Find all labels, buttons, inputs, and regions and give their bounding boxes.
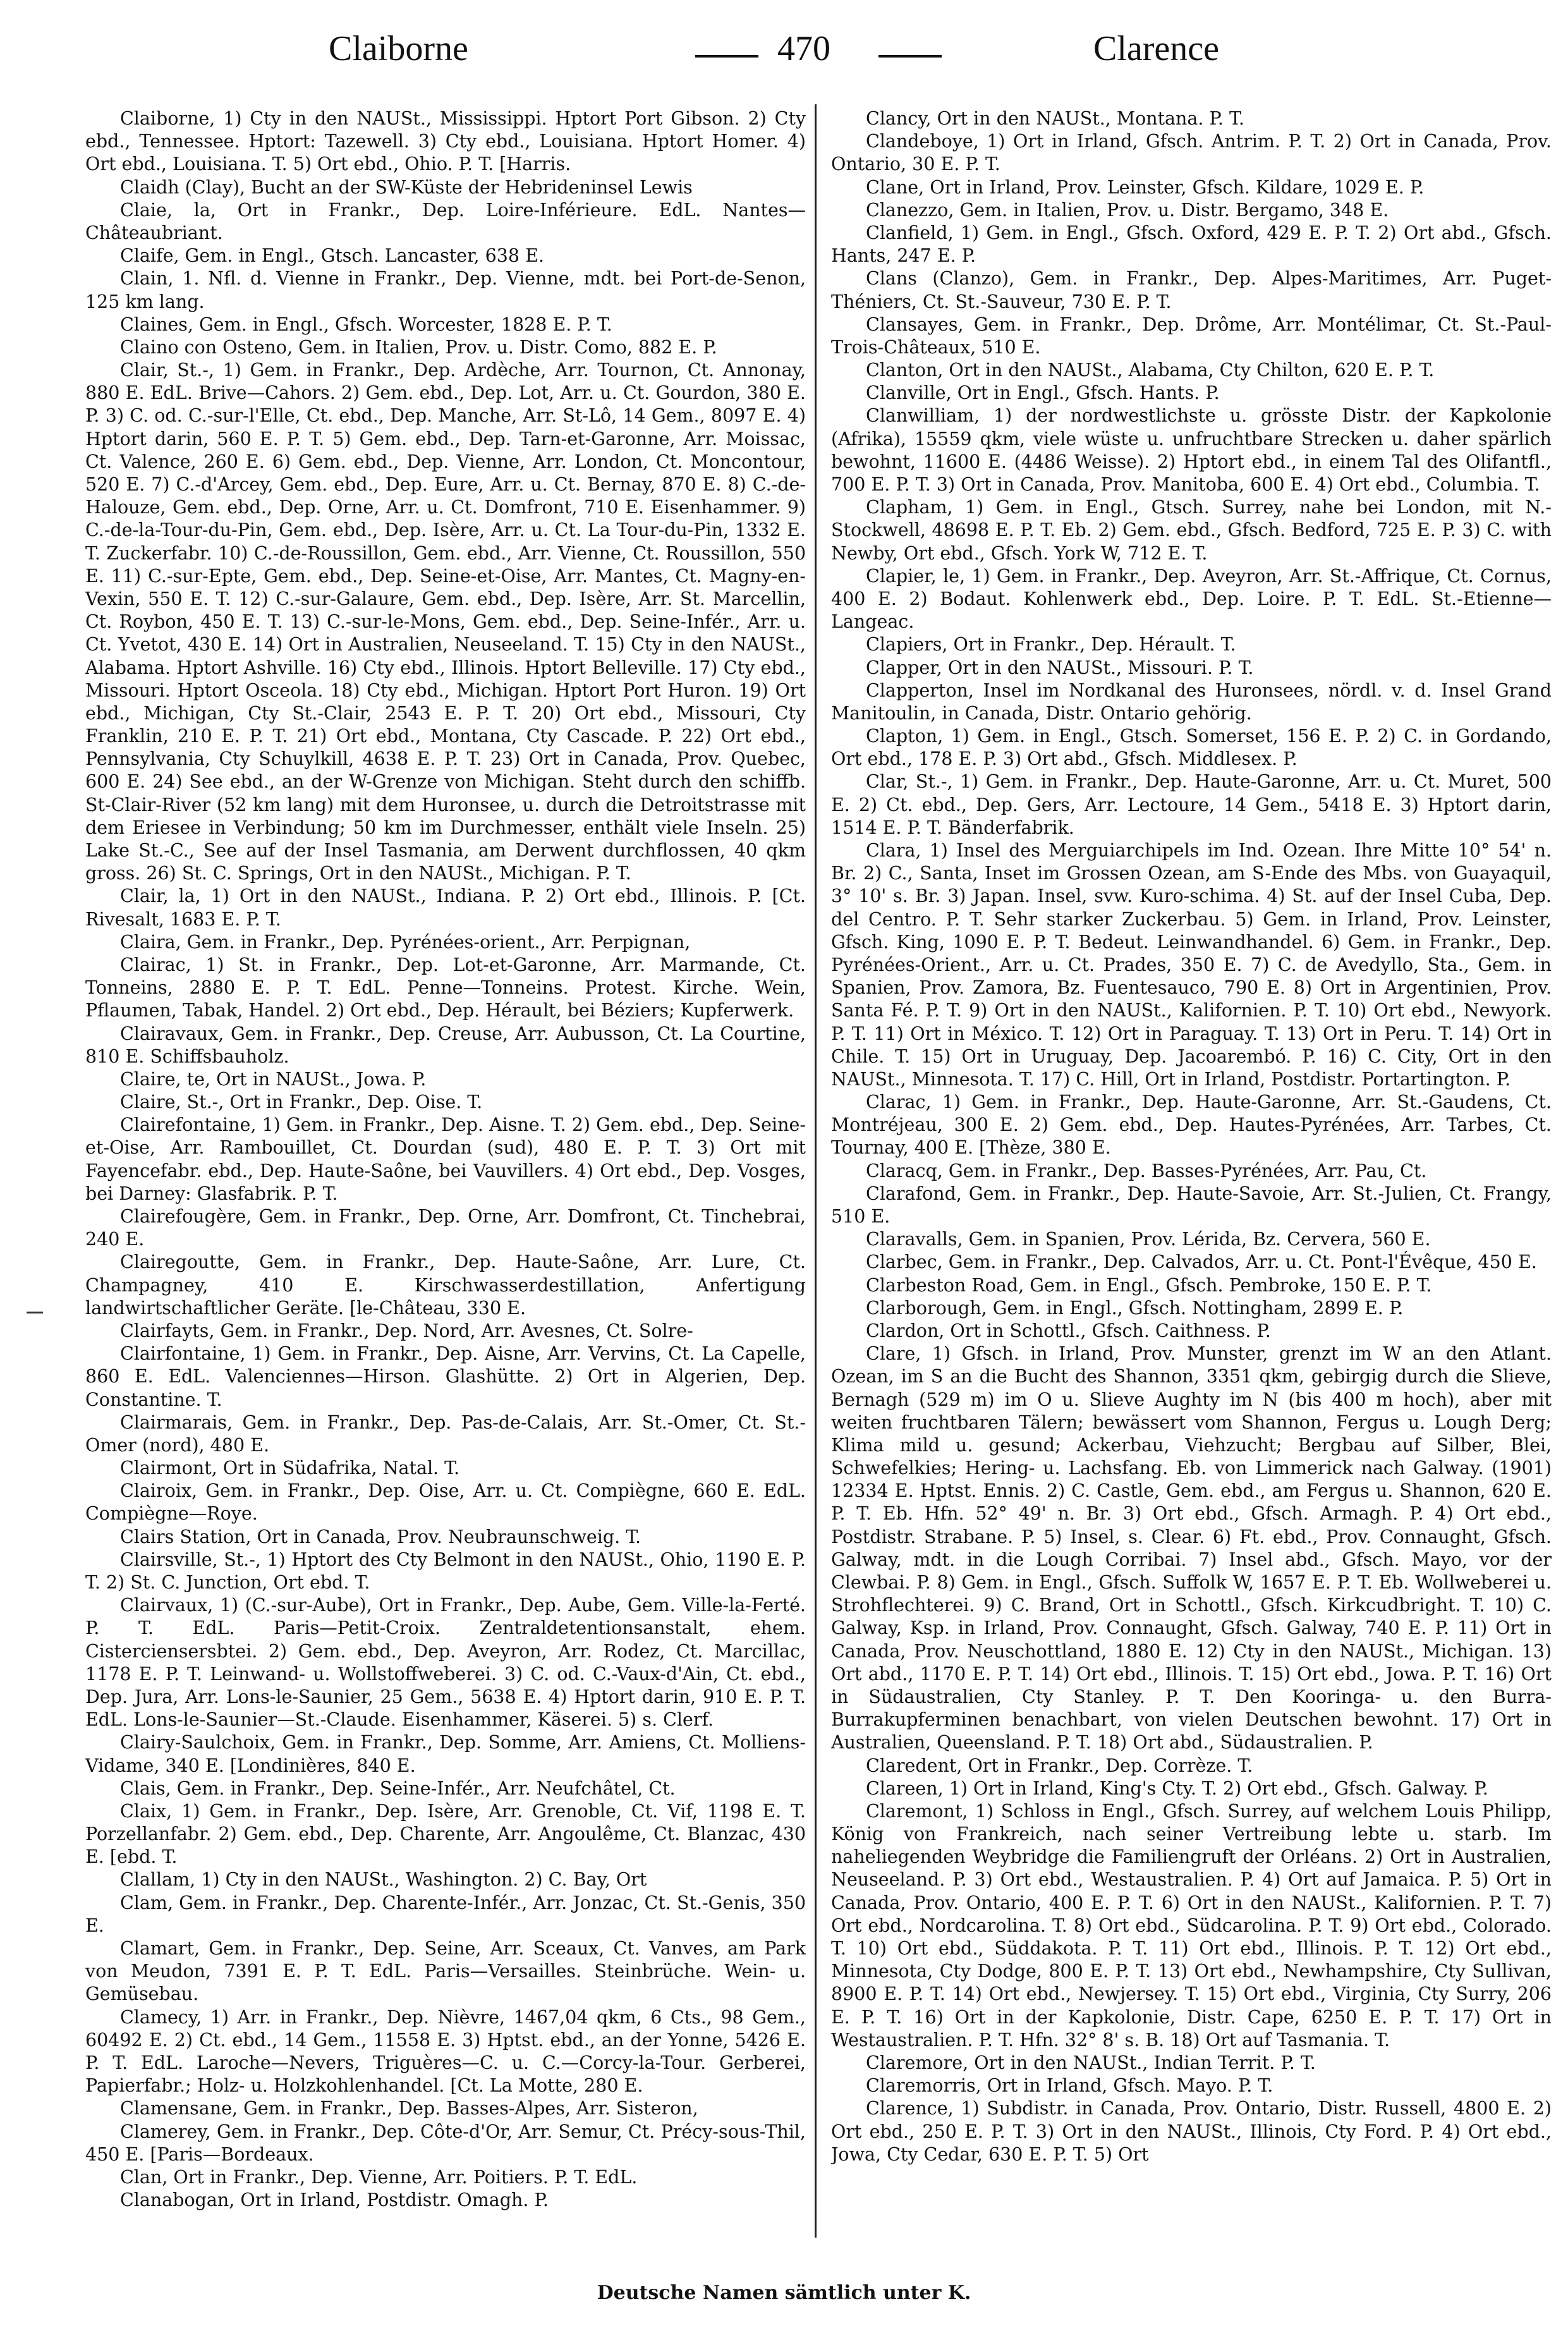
header-dash-right — [878, 55, 942, 58]
dictionary-entry: Clamensane, Gem. in Frankr., Dep. Basses-Alpes, Arr. Sisteron, — [120, 2098, 698, 2119]
page-number: 470 — [777, 29, 830, 68]
dictionary-entry: Claremore, Ort in den NAUSt., Indian Territ. P. T. — [866, 2052, 1316, 2073]
dictionary-entry: Clairmarais, Gem. in Frankr., Dep. Pas-de-Calais, Arr. St.-Omer, Ct. St.-Omer (nord), 480 E. — [85, 1411, 806, 1456]
dictionary-entry: Clarac, 1) Gem. in Frankr., Dep. Haute-Garonne, Arr. St.-Gaudens, Ct. Montréjeau, 300 E. 2) Gem. ebd., Dep. Hautes-Pyrénées, Arr. Tarbes, Ct. Tournay, 400 E. [Thèze, 380 E. — [831, 1092, 1552, 1159]
dictionary-entry: Clairfontaine, 1) Gem. in Frankr., Dep. Aisne, Arr. Vervins, Ct. La Capelle, 860 E. EdL. Valenciennes—Hirson. Glashütte. 2) Ort in Algerien, Dep. Constantine. T. — [85, 1343, 806, 1410]
dictionary-entry: Clapperton, Insel im Nordkanal des Huronsees, nördl. v. d. Insel Grand Manitoulin, in Canada, Distr. Ontario gehörig. — [831, 679, 1552, 724]
dictionary-entry: Clairy-Saulchoix, Gem. in Frankr., Dep. Somme, Arr. Amiens, Ct. Molliens-Vidame, 340 E. [Londinières, 840 E. — [85, 1732, 806, 1776]
dictionary-entry: Clane, Ort in Irland, Prov. Leinster, Gfsch. Kildare, 1029 E. P. — [866, 176, 1425, 198]
dictionary-entry: Clan, Ort in Frankr., Dep. Vienne, Arr. Poitiers. P. T. EdL. — [120, 2166, 638, 2188]
dictionary-entry: Clapier, le, 1) Gem. in Frankr., Dep. Aveyron, Arr. St.-Affrique, Ct. Cornus, 400 E. 2) Bodaut. Kohlenwerk ebd., Dep. Loire. P. T. EdL. St.-Etienne—Langeac. — [831, 565, 1552, 633]
dictionary-entry: Claracq, Gem. in Frankr., Dep. Basses-Pyrénées, Arr. Pau, Ct. — [866, 1160, 1427, 1181]
dictionary-entry: Clanfield, 1) Gem. in Engl., Gfsch. Oxford, 429 E. P. T. 2) Ort abd., Gfsch. Hants, 247 E. P. — [831, 222, 1552, 267]
dictionary-entry: Clanabogan, Ort in Irland, Postdistr. Omagh. P. — [120, 2190, 549, 2211]
dictionary-entry: Clam, Gem. in Frankr., Dep. Charente-Infér., Arr. Jonzac, Ct. St.-Genis, 350 E. — [85, 1892, 806, 1936]
dictionary-entry: Claira, Gem. in Frankr., Dep. Pyrénées-orient., Arr. Perpignan, — [120, 931, 691, 953]
dictionary-entry: Clardon, Ort in Schottl., Gfsch. Caithness. P. — [866, 1320, 1271, 1341]
dictionary-entry: Clans (Clanzo), Gem. in Frankr., Dep. Alpes-Maritimes, Arr. Puget-Théniers, Ct. St.-Sauveur, 730 E. P. T. — [831, 268, 1552, 312]
dictionary-entry: Clapton, 1) Gem. in Engl., Gtsch. Somerset, 156 E. P. 2) C. in Gordando, Ort ebd., 178 E. P. 3) Ort abd., Gfsch. Middlesex. P. — [831, 726, 1552, 770]
dictionary-entry: Clain, 1. Nfl. d. Vienne in Frankr., Dep. Vienne, mdt. bei Port-de-Senon, 125 km lang. — [85, 268, 806, 312]
dictionary-entry: Claino con Osteno, Gem. in Italien, Prov. u. Distr. Como, 882 E. P. — [120, 336, 717, 358]
header-right-word: Clarence — [1093, 29, 1219, 68]
dictionary-entry: Clais, Gem. in Frankr., Dep. Seine-Infér., Arr. Neufchâtel, Ct. — [120, 1777, 676, 1799]
dictionary-entry: Claines, Gem. in Engl., Gfsch. Worcester, 1828 E. P. T. — [120, 314, 612, 335]
dictionary-entry: Claremont, 1) Schloss in Engl., Gfsch. Surrey, auf welchem Louis Philipp, König von Frankreich, nach seiner Vertreibung lebte u. starb. Im naheliegenden Weybridge die Familiengruft der Orléans. 2) Ort in Australien, Neuseeland. P. 3) Ort ebd., Westaustralien. P. 4) Ort auf Jamaica. P. 5) Ort in Canada, Prov. Ontario, 400 E. P. T. 6) Ort in den NAUSt., Kalifornien. P. T. 7) Ort ebd., Nordcarolina. T. 8) Ort ebd., Südcarolina. P. T. 9) Ort ebd., Colorado. T. 10) Ort ebd., Süddakota. P. T. 11) Ort ebd., Illinois. P. T. 12) Ort ebd., Minnesota, Cty Dodge, 800 E. P. T. 13) Ort ebd., Newhampshire, Cty Sullivan, 8900 E. P. T. 14) Ort ebd., Newjersey. T. 15) Ort ebd., Virginia, Cty Surry, 206 E. P. T. 16) Ort in der Kapkolonie, Distr. Cape, 6250 E. P. T. 17) Ort in Westaustralien. P. T. Hfn. 32° 8' s. B. 18) Ort auf Tasmania. T. — [831, 1800, 1552, 2051]
dictionary-entry: Clairfayts, Gem. in Frankr., Dep. Nord, Arr. Avesnes, Ct. Solre- — [120, 1320, 693, 1341]
dictionary-entry: Clair, la, 1) Ort in den NAUSt., Indiana. P. 2) Ort ebd., Illinois. P. [Ct. Rivesalt, 1683 E. P. T. — [85, 886, 806, 930]
column-divider — [815, 104, 817, 2238]
dictionary-entry: Clandeboye, 1) Ort in Irland, Gfsch. Antrim. P. T. 2) Ort in Canada, Prov. Ontario, 30 E. P. T. — [831, 131, 1552, 175]
page-footer-note: Deutsche Namen sämtlich unter K. — [597, 2282, 971, 2304]
dictionary-entry: Claire, St.-, Ort in Frankr., Dep. Oise. T. — [120, 1092, 483, 1113]
right-column — [831, 107, 1552, 2238]
dictionary-entry: Clanville, Ort in Engl., Gfsch. Hants. P. — [866, 382, 1220, 404]
dictionary-entry: Clairsville, St.-, 1) Hptort des Cty Belmont in den NAUSt., Ohio, 1190 E. P. T. 2) St. C. Junction, Ort ebd. T. — [85, 1549, 806, 1593]
dictionary-entry: Clamecy, 1) Arr. in Frankr., Dep. Nièvre, 1467,04 qkm, 6 Cts., 98 Gem., 60492 E. 2) Ct. ebd., 14 Gem., 11558 E. 3) Hptst. ebd., an der Yonne, 5426 E. P. T. EdL. Laroche—Nevers, Triguères—C. u. C.—Corcy-la-Tour. Gerberei, Papierfabr.; Holz- u. Holzkohlenhandel. [Ct. La Motte, 280 E. — [85, 2006, 806, 2097]
dictionary-entry: Clapham, 1) Gem. in Engl., Gtsch. Surrey, nahe bei London, mit N.-Stockwell, 48698 E. P. T. Eb. 2) Gem. ebd., Gfsch. Bedford, 725 E. P. 3) C. with Newby, Ort ebd., Gfsch. York W, 712 E. T. — [831, 497, 1552, 564]
dictionary-entry: Clarbeston Road, Gem. in Engl., Gfsch. Pembroke, 150 E. P. T. — [866, 1274, 1432, 1296]
dictionary-entry: Clansayes, Gem. in Frankr., Dep. Drôme, Arr. Montélimar, Ct. St.-Paul-Trois-Châteaux, 510 E. — [831, 314, 1552, 358]
dictionary-entry: Clarbec, Gem. in Frankr., Dep. Calvados, Arr. u. Ct. Pont-l'Évêque, 450 E. — [866, 1252, 1537, 1273]
dictionary-entry: Clairefougère, Gem. in Frankr., Dep. Orne, Arr. Domfront, Ct. Tinchebrai, 240 E. — [85, 1206, 806, 1250]
dictionary-entry: Claie, la, Ort in Frankr., Dep. Loire-Inférieure. EdL. Nantes—Châteaubriant. — [85, 199, 806, 243]
dictionary-entry: Clanwilliam, 1) der nordwestlichste u. grösste Distr. der Kapkolonie (Afrika), 15559 qkm, viele wüste u. unfruchtbare Strecken u. daher spärlich bewohnt, 11600 E. (4486 Weisse). 2) Hptort ebd., in einem Tal des Olifantfl., 700 E. P. T. 3) Ort in Canada, Prov. Manitoba, 600 E. 4) Ort ebd., Columbia. T. — [831, 405, 1552, 495]
dictionary-entry: Clancy, Ort in den NAUSt., Montana. P. T. — [866, 108, 1244, 129]
dictionary-entry: Clar, St.-, 1) Gem. in Frankr., Dep. Haute-Garonne, Arr. u. Ct. Muret, 500 E. 2) Ct. ebd., Dep. Gers, Arr. Lectoure, 14 Gem., 5418 E. 3) Hptort darin, 1514 E. P. T. Bänderfabrik. — [831, 771, 1552, 838]
dictionary-entry: Clamerey, Gem. in Frankr., Dep. Côte-d'Or, Arr. Semur, Ct. Précy-sous-Thil, 450 E. [Paris—Bordeaux. — [85, 2121, 806, 2165]
left-column — [85, 107, 806, 2238]
dictionary-entry: Clapper, Ort in den NAUSt., Missouri. P. T. — [866, 657, 1254, 678]
dictionary-entry: Claiborne, 1) Cty in den NAUSt., Mississippi. Hptort Port Gibson. 2) Cty ebd., Tennessee. Hptort: Tazewell. 3) Cty ebd., Louisiana. Hptort Homer. 4) Ort ebd., Louisiana. T. 5) Ort ebd., Ohio. P. T. [Harris. — [85, 108, 806, 175]
dictionary-entry: Clarborough, Gem. in Engl., Gfsch. Nottingham, 2899 E. P. — [866, 1297, 1404, 1319]
dictionary-entry: Claife, Gem. in Engl., Gtsch. Lancaster, 638 E. — [120, 245, 544, 267]
dictionary-entry: Clarence, 1) Subdistr. in Canada, Prov. Ontario, Distr. Russell, 4800 E. 2) Ort ebd., 250 E. P. T. 3) Ort in den NAUSt., Illinois, Cty Ford. P. 4) Ort ebd., Jowa, Cty Cedar, 630 E. P. T. 5) Ort — [831, 2098, 1552, 2165]
dictionary-entry: Clapiers, Ort in Frankr., Dep. Hérault. T. — [866, 634, 1236, 655]
dictionary-entry: Clairs Station, Ort in Canada, Prov. Neubraunschweig. T. — [120, 1526, 641, 1547]
dictionary-entry: Claidh (Clay), Bucht an der SW-Küste der Hebrideninsel Lewis — [120, 176, 693, 198]
dictionary-entry: Clare, 1) Gfsch. in Irland, Prov. Munster, grenzt im W an den Atlant. Ozean, im S an die Bucht des Shannon, 3351 qkm, gebirgig durch die Slieve, Bernagh (529 m) im O u. Slieve Aughty im N (bis 400 m hoch), aber mit weiten fruchtbaren Tälern; bewässert vom Shannon, Fergus u. Lough Derg; Klima mild u. gesund; Ackerbau, Viehzucht; Bergbau auf Silber, Blei, Schwefelkies; Hering- u. Lachsfang. Eb. von Limmerick nach Galway. (1901) 12334 E. Hptst. Ennis. 2) C. Castle, Gem. ebd., am Fergus u. Shannon, 620 E. P. T. Eb. Hfn. 52° 49' n. Br. 3) Ort ebd., Gfsch. Armagh. P. 4) Ort ebd., Postdistr. Strabane. P. 5) Insel, s. Clear. 6) Ft. ebd., Prov. Connaught, Gfsch. Galway, mdt. in die Lough Corribai. 7) Insel abd., Gfsch. Mayo, vor der Clewbai. P. 8) Gem. in Engl., Gfsch. Suffolk W, 1657 E. P. T. Eb. Wollweberei u. Strohflechterei. 9) C. Brand, Ort in Schottl., Gfsch. Kirkcudbright. T. 10) C. Galway, Ksp. in Irland, Prov. Connaught, Gfsch. Galway, 740 E. P. 11) Ort in Canada, Prov. Neuschottland, 1880 E. 12) Cty in den NAUSt., Michigan. 13) Ort abd., 1170 E. P. T. 14) Ort ebd., Illinois. T. 15) Ort ebd., Jowa. P. T. 16) Ort in Südaustralien, Cty Stanley. P. T. Den Kooringa- u. den Burra-Burrakupferminen benachbart, von vielen Deutschen bewohnt. 17) Ort in Australien, Queensland. P. T. 18) Ort abd., Südaustralien. P. — [831, 1343, 1552, 1753]
dictionary-entry: Claravalls, Gem. in Spanien, Prov. Lérida, Bz. Cervera, 560 E. — [866, 1229, 1431, 1250]
page-header — [329, 28, 1289, 85]
dictionary-entry: Clarafond, Gem. in Frankr., Dep. Haute-Savoie, Arr. St.-Julien, Ct. Frangy, 510 E. — [831, 1183, 1552, 1227]
dictionary-entry: Clairoix, Gem. in Frankr., Dep. Oise, Arr. u. Ct. Compiègne, 660 E. EdL. Compiègne—Roye. — [85, 1480, 806, 1525]
dictionary-entry: Clara, 1) Insel des Merguiarchipels im Ind. Ozean. Ihre Mitte 10° 54' n. Br. 2) C., Santa, Inset im Grossen Ozean, am S-Ende des Mbs. von Guayaquil, 3° 10' s. Br. 3) Japan. Insel, svw. Kuro-schima. 4) St. auf der Insel Cuba, Dep. del Centro. P. T. Sehr starker Zuckerbau. 5) Gem. in Irland, Prov. Leinster, Gfsch. King, 1090 E. P. T. Bedeut. Leinwandhandel. 6) Gem. in Frankr., Dep. Pyrénées-Orient., Arr. u. Ct. Prades, 350 E. 7) C. de Avedyllo, Sta., Gem. in Spanien, Prov. Zamora, Bz. Fuentesauco, 790 E. 8) Ort in Argentinien, Prov. Santa Fé. P. T. 9) Ort in den NAUSt., Kalifornien. P. T. 10) Ort ebd., Newyork. P. T. 11) Ort in México. T. 12) Ort in Paraguay. T. 13) Ort in Peru. T. 14) Ort in Chile. T. 15) Ort in Uruguay, Dep. Jacoarembó. P. 16) C. City, Ort in den NAUSt., Minnesota. T. 17) C. Hill, Ort in Irland, Postdistr. Portartington. P. — [831, 840, 1552, 1090]
dictionary-entry: Clairavaux, Gem. in Frankr., Dep. Creuse, Arr. Aubusson, Ct. La Courtine, 810 E. Schiffsbauholz. — [85, 1023, 806, 1067]
dictionary-entry: Clanton, Ort in den NAUSt., Alabama, Cty Chilton, 620 E. P. T. — [866, 360, 1435, 381]
dictionary-entry: Claremorris, Ort in Irland, Gfsch. Mayo. P. T. — [866, 2075, 1273, 2097]
dictionary-entry: Clairvaux, 1) (C.-sur-Aube), Ort in Frankr., Dep. Aube, Gem. Ville-la-Ferté. P. T. EdL. Paris—Petit-Croix. Zentraldetentionsanstalt, ehem. Cisterciensersbtei. 2) Gem. ebd., Dep. Aveyron, Arr. Rodez, Ct. Marcillac, 1178 E. P. T. Leinwand- u. Wollstoffweberei. 3) C. od. C.-Vaux-d'Ain, Ct. ebd., Dep. Jura, Arr. Lons-le-Saunier, 25 Gem., 5638 E. 4) Hptort darin, 910 E. P. T. EdL. Lons-le-Saunier—St.-Claude. Eisenhammer, Käserei. 5) s. Clerf. — [85, 1595, 806, 1731]
dictionary-entry: Clamart, Gem. in Frankr., Dep. Seine, Arr. Sceaux, Ct. Vanves, am Park von Meudon, 7391 E. P. T. EdL. Paris—Versailles. Steinbrüche. Wein- u. Gemüsebau. — [85, 1938, 806, 2005]
dictionary-entry: Clairegoutte, Gem. in Frankr., Dep. Haute-Saône, Arr. Lure, Ct. Champagney, 410 E. Kirschwasserdestillation, Anfertigung landwirtschaftlicher Geräte. [le-Château, 330 E. — [85, 1252, 806, 1319]
header-left-word: Claiborne — [329, 29, 468, 68]
dictionary-entry: Clair, St.-, 1) Gem. in Frankr., Dep. Ardèche, Arr. Tournon, Ct. Annonay, 880 E. EdL. Brive—Cahors. 2) Gem. ebd., Dep. Lot, Arr. u. Ct. Gourdon, 380 E. P. 3) C. od. C.-sur-l'Elle, Ct. ebd., Dep. Manche, Arr. St-Lô, 14 Gem., 8097 E. 4) Hptort darin, 560 E. P. T. 5) Gem. ebd., Dep. Tarn-et-Garonne, Arr. Moissac, Ct. Valence, 260 E. 6) Gem. ebd., Dep. Vienne, Arr. London, Ct. Moncontour, 520 E. 7) C.-d'Arcey, Gem. ebd., Dep. Eure, Arr. u. Ct. Bernay, 870 E. 8) C.-de-Halouze, Gem. ebd., Dep. Orne, Arr. u. Ct. Domfront, 710 E. Eisenhammer. 9) C.-de-la-Tour-du-Pin, Gem. ebd., Dep. Isère, Arr. u. Ct. La Tour-du-Pin, 1332 E. T. Zuckerfabr. 10) C.-de-Roussillon, Gem. ebd., Arr. Vienne, Ct. Roussillon, 550 E. 11) C.-sur-Epte, Gem. ebd., Dep. Seine-et-Oise, Arr. Mantes, Ct. Magny-en-Vexin, 550 E. T. 12) C.-sur-Galaure, Gem. ebd., Dep. Isère, Arr. St. Marcellin, Ct. Roybon, 450 E. T. 13) C.-sur-le-Mons, Gem. ebd., Dep. Seine-Infér., Arr. u. Ct. Yvetot, 430 E. 14) Ort in Australien, Neuseeland. T. 15) Cty in den NAUSt., Alabama. Hptort Ashville. 16) Cty ebd., Illinois. Hptort Belleville. 17) Cty ebd., Missouri. Hptort Osceola. 18) Cty ebd., Michigan. Hptort Port Huron. 19) Ort ebd., Michigan, Cty St.-Clair, 2543 E. P. T. 20) Ort ebd., Missouri, Cty Franklin, 210 E. P. T. 21) Ort ebd., Montana, Cty Cascade. P. 22) Ort ebd., Pennsylvania, Cty Schuylkill, 4638 E. P. T. 23) Ort in Canada, Prov. Quebec, 600 E. 24) See ebd., an der W-Grenze von Michigan. Steht durch den schiffb. St-Clair-River (52 km lang) mit dem Huronsee, u. durch die Detroitstrasse mit dem Eriesee in Verbindung; 50 km im Durchmesser, enthält viele Inseln. 25) Lake St.-C., See auf der Insel Tasmania, am Derwent durchflossen, 40 qkm gross. 26) St. C. Springs, Ort in den NAUSt., Michigan. P. T. — [85, 360, 806, 884]
dictionary-entry: Claix, 1) Gem. in Frankr., Dep. Isère, Arr. Grenoble, Ct. Vif, 1198 E. T. Porzellanfabr. 2) Gem. ebd., Dep. Charente, Arr. Angoulême, Ct. Blanzac, 430 E. [ebd. T. — [85, 1800, 806, 1868]
margin-mark — [27, 1312, 43, 1313]
dictionary-entry: Clairefontaine, 1) Gem. in Frankr., Dep. Aisne. T. 2) Gem. ebd., Dep. Seine-et-Oise, Arr. Rambouillet, Ct. Dourdan (sud), 480 E. P. T. 3) Ort mit Fayencefabr. ebd., Dep. Haute-Saône, bei Vauvillers. 4) Ort ebd., Dep. Vosges, bei Darney: Glasfabrik. P. T. — [85, 1114, 806, 1204]
dictionary-entry: Clallam, 1) Cty in den NAUSt., Washington. 2) C. Bay, Ort — [120, 1869, 647, 1891]
dictionary-entry: Claire, te, Ort in NAUSt., Jowa. P. — [120, 1068, 427, 1090]
dictionary-entry: Clanezzo, Gem. in Italien, Prov. u. Distr. Bergamo, 348 E. — [866, 199, 1389, 221]
dictionary-entry: Clairmont, Ort in Südafrika, Natal. T. — [120, 1458, 460, 1479]
dictionary-entry: Clareen, 1) Ort in Irland, King's Cty. T. 2) Ort ebd., Gfsch. Galway. P. — [866, 1777, 1488, 1799]
dictionary-entry: Claredent, Ort in Frankr., Dep. Corrèze. T. — [866, 1755, 1253, 1776]
dictionary-entry: Clairac, 1) St. in Frankr., Dep. Lot-et-Garonne, Arr. Marmande, Ct. Tonneins, 2880 E. P. T. EdL. Penne—Tonneins. Protest. Kirche. Wein, Pflaumen, Tabak, Handel. 2) Ort ebd., Dep. Hérault, bei Béziers; Kupferwerk. — [85, 954, 806, 1021]
header-dash-left — [695, 55, 758, 58]
